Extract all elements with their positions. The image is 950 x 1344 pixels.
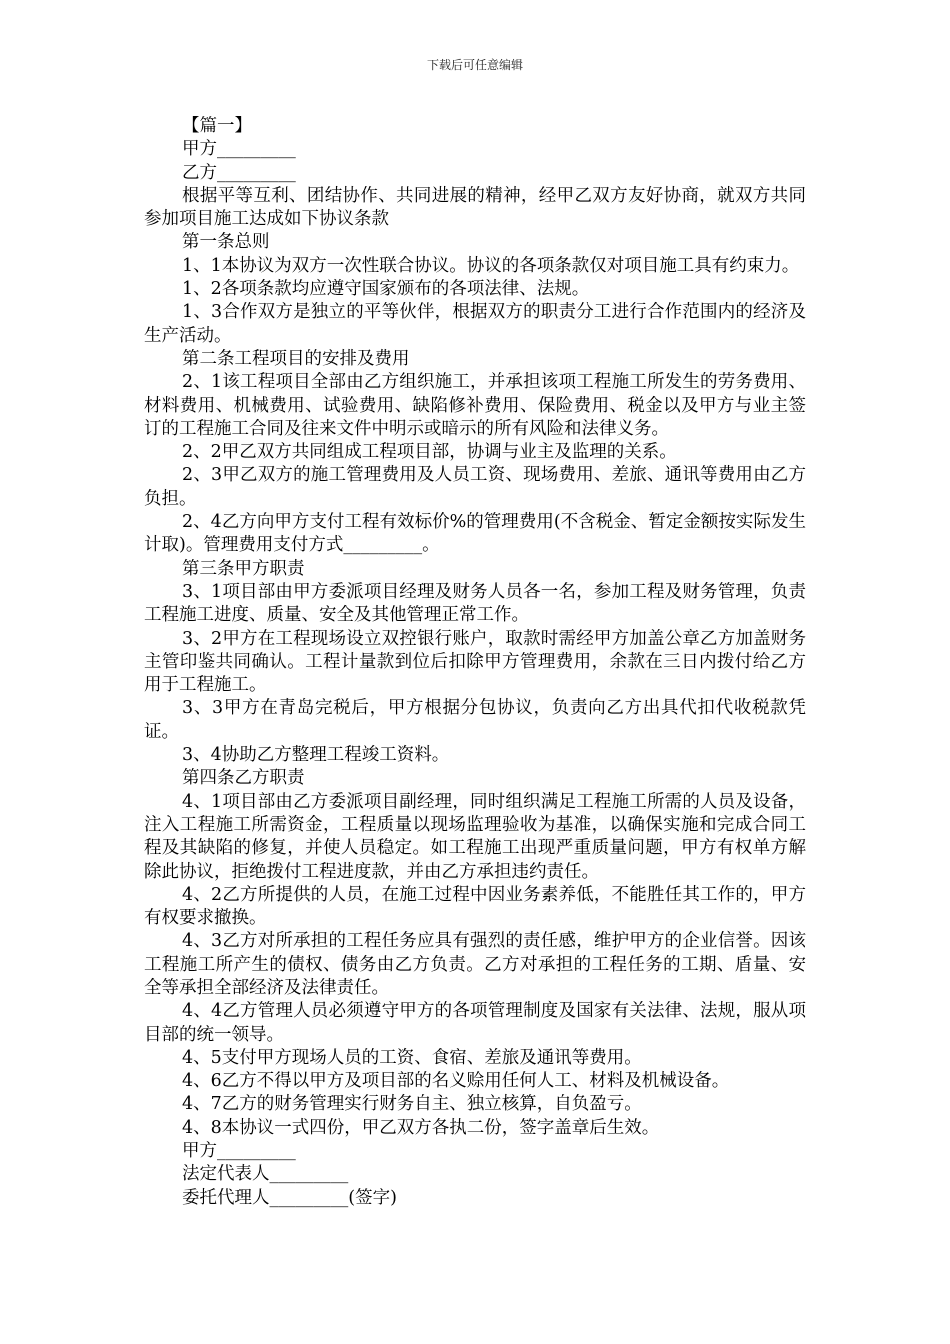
clause-paragraph: 4、3乙方对所承担的工程任务应具有强烈的责任感，维护甲方的企业信誉。因该工程施工所产生的债权、债务由乙方负责。乙方对承担的工程任务的工期、盾量、安全等承担全部经济及法律责任。 <box>144 931 806 998</box>
clause-paragraph: 4、6乙方不得以甲方及项目部的名义赊用任何人工、材料及机械设备。 <box>182 1071 730 1092</box>
section-heading: 【篇一】 <box>182 116 252 136</box>
clause-paragraph: 4、5支付甲方现场人员的工资、食宿、差旅及通讯等费用。 <box>182 1047 642 1068</box>
party-a-line: 甲方_________ <box>182 139 296 160</box>
signature-party-a: 甲方_________ <box>182 1141 296 1162</box>
article-heading: 第四条乙方职责 <box>182 768 305 789</box>
clause-paragraph: 4、7乙方的财务管理实行财务自主、独立核算，自负盈亏。 <box>182 1094 642 1115</box>
clause-paragraph: 4、2乙方所提供的人员，在施工过程中因业务素养低，不能胜任其工作的，甲方有权要求撤换。 <box>144 884 806 929</box>
clause-paragraph: 3、2甲方在工程现场设立双控银行账户，取款时需经甲方加盖公章乙方加盖财务主管印鉴共同确认。工程计量款到位后扣除甲方管理费用，余款在三日内拨付给乙方用于工程施工。 <box>144 628 806 696</box>
clause-paragraph: 4、4乙方管理人员必须遵守甲方的各项管理制度及国家有关法律、法规，服从项目部的统一领导。 <box>144 1001 806 1045</box>
clause-paragraph: 2、2甲乙双方共同组成工程项目部，协调与业主及监理的关系。 <box>182 442 677 463</box>
clause-paragraph: 1、1本协议为双方一次性联合协议。协议的各项条款仅对项目施工具有约束力。 <box>182 255 800 276</box>
clause-paragraph: 3、4协助乙方整理工程竣工资料。 <box>182 745 450 766</box>
clause-paragraph: 2、3甲乙双方的施工管理费用及人员工资、现场费用、差旅、通讯等费用由乙方负担。 <box>144 465 806 509</box>
clause-paragraph: 3、3甲方在青岛完税后，甲方根据分包协议，负责向乙方出具代扣代收税款凭证。 <box>144 698 806 742</box>
document-body <box>144 115 806 1210</box>
article-heading: 第一条总则 <box>182 232 270 253</box>
article-heading: 第二条工程项目的安排及费用 <box>182 348 410 369</box>
clause-paragraph: 4、8本协议一式四份，甲乙双方各执二份，签字盖章后生效。 <box>182 1117 660 1138</box>
clause-paragraph: 3、1项目部由甲方委派项目经理及财务人员各一名，参加工程及财务管理，负责工程施工进度、质量、安全及其他管理正常工作。 <box>144 581 806 626</box>
clause-paragraph: 1、2各项条款均应遵守国家颁布的各项法律、法规。 <box>182 279 590 300</box>
clause-paragraph: 4、1项目部由乙方委派项目副经理，同时组织满足工程施工所需的人员及设备，注入工程施工所需资金，工程质量以现场监理验收为基准，以确保实施和完成合同工程及其缺陷的修复，并使人员稳定。如工程施工出现严重质量问题，甲方有权单方解除此协议，拒绝拨付工程进度款，并由乙方承担违约责任。 <box>144 791 806 882</box>
party-b-line: 乙方_________ <box>182 162 296 183</box>
clause-paragraph: 1、3合作双方是独立的平等伙伴，根据双方的职责分工进行合作范围内的经济及生产活动。 <box>144 302 806 346</box>
page-header-note: 下载后可任意编辑 <box>426 58 523 72</box>
clause-paragraph: 2、4乙方向甲方支付工程有效标价%的管理费用(不含税金、暂定金额按实际发生计取)。管理费用支付方式_________。 <box>144 512 806 556</box>
preamble-paragraph: 根据平等互利、团结协作、共同进展的精神，经甲乙双方友好协商，就双方共同参加项目施工达成如下协议条款 <box>144 185 806 230</box>
clause-paragraph: 2、1该工程项目全部由乙方组织施工，并承担该项工程施工所发生的劳务费用、材料费用、机械费用、试验费用、缺陷修补费用、保险费用、税金以及甲方与业主签订的工程施工合同及往来文件中明示或暗示的所有风险和法律义务。 <box>144 372 806 439</box>
signature-authorized-agent: 委托代理人_________(签字) <box>182 1187 397 1208</box>
signature-legal-representative: 法定代表人_________ <box>182 1164 349 1185</box>
article-heading: 第三条甲方职责 <box>182 558 305 579</box>
